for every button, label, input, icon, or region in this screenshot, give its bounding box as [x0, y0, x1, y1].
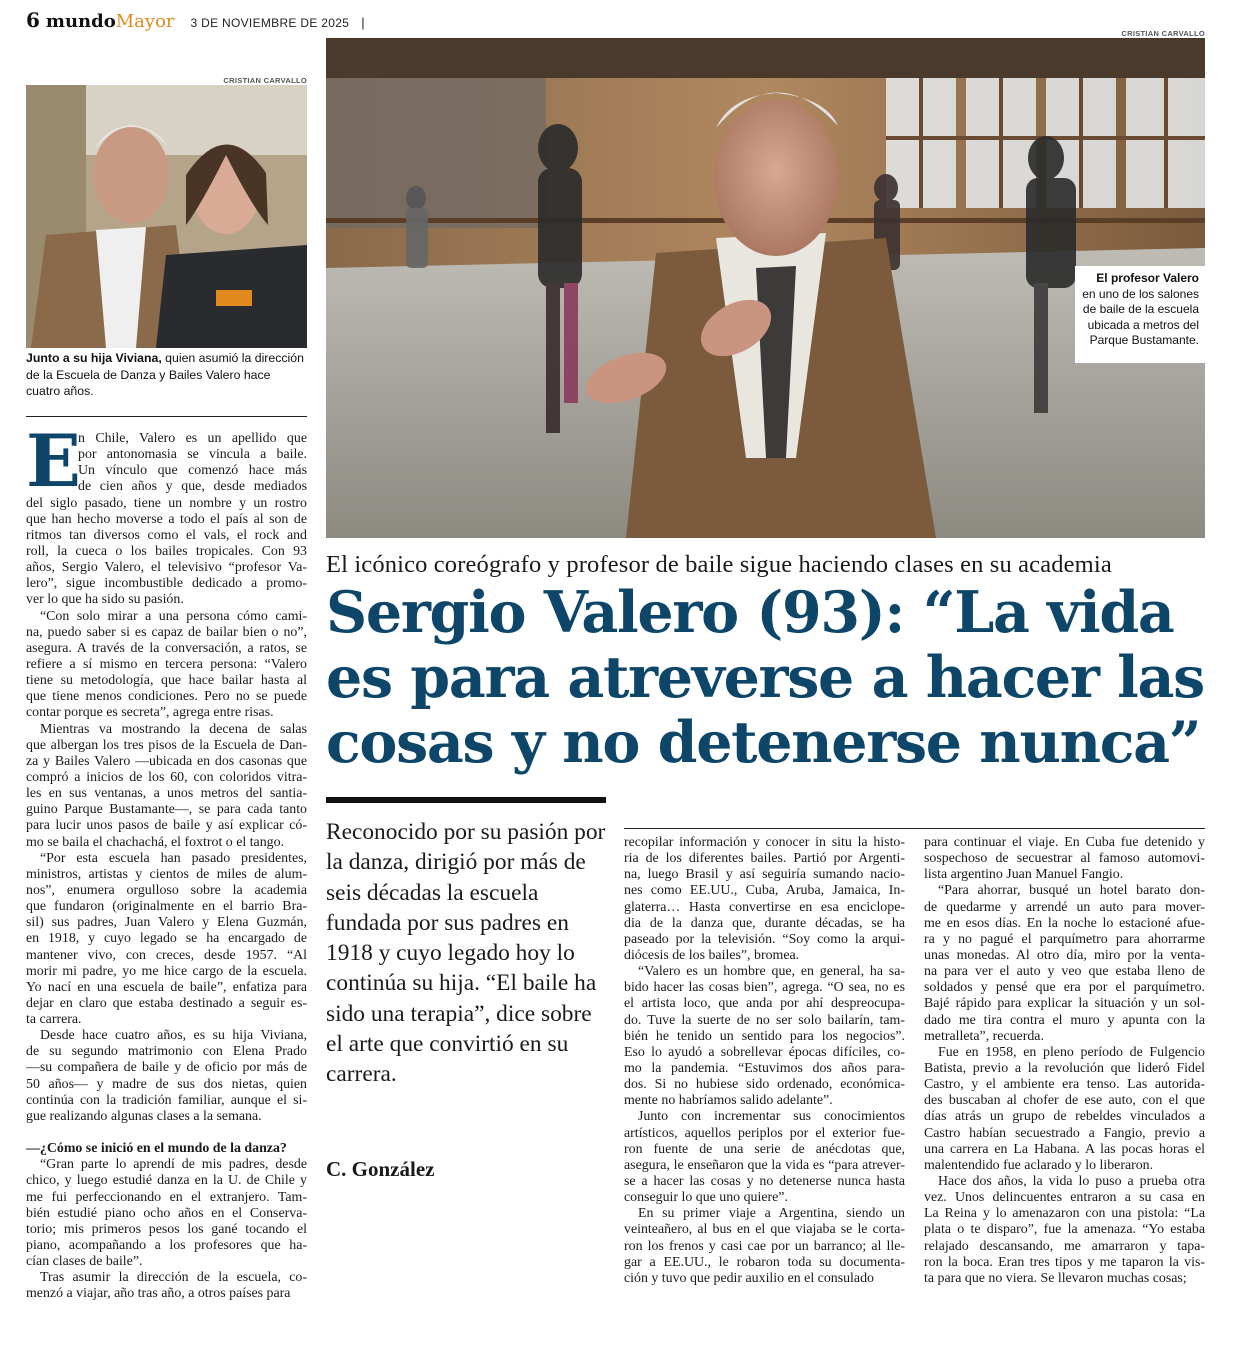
article-line: por antonomasia se vincula a baile. [78, 447, 307, 463]
article-line: des buscaban al chofer de ese auto, con el que [924, 1093, 1205, 1109]
article-line: nes como EE.UU., Cuba, Aruba, Jamaica, In- [624, 883, 905, 899]
article-line: dia de la danza que, durante décadas, se ha [624, 915, 905, 931]
article-line: sil) sus padres, Juan Valero y Elena Guzmán, [26, 915, 307, 931]
article-line: do. Tuve la suerte de no ser solo bailarín, tam- [624, 1012, 905, 1028]
article-line: Mientras va mostrando la decena de salas [40, 721, 307, 737]
article-line: asegura, le enseñaron que la vida es “para atrever- [624, 1157, 905, 1173]
article-line: en 1918, y cuyo legado se ha encargado de [26, 931, 307, 947]
headline-line: cosas y no detenerse nunca” [326, 709, 1201, 776]
article-line: ritmos tan diversos como el vals, el rock and [26, 527, 307, 543]
article-line: continúa con la tradición familiar, aunque el si- [26, 1092, 307, 1108]
article-line: del siglo pasado, tiene un nombre y un rostro [26, 495, 307, 511]
article-line: refiere a sí mismo en tercera persona: “Valero [26, 656, 307, 672]
article-line: ron la boca. Eran tres tipos y me taparon la vis- [924, 1254, 1205, 1270]
article-line: torio; mis primeros pesos los gané tocando el [26, 1221, 307, 1237]
article-line: bién estudié piano ocho años en el Conserva- [26, 1205, 307, 1221]
article-line: años, Sergio Valero, el televisivo “profesor Va- [26, 560, 307, 576]
article-line: plata o te disparo”, fue la amenaza. “Yo estaba [924, 1222, 1205, 1238]
article-line: soldados y pensé que era por el parquímetro. [924, 980, 1205, 996]
article-line: Yo nací en una escuela de baile”, enfatiza para [26, 979, 307, 995]
article-line: Desde hace cuatro años, es su hija Viviana, [40, 1028, 307, 1044]
article-line: “Con solo mirar a una persona cómo cami- [40, 608, 307, 624]
article-line: me en esos días. En la noche lo estacioné afue- [924, 915, 1205, 931]
article-line: asegura. A través de la conversación, a ratos, se [26, 640, 307, 656]
article-line: ver lo que ha sido su pasión. [26, 592, 184, 608]
headline [326, 580, 1206, 775]
article-line: ra y no pagué el parquímetro para ahorrarme [924, 931, 1205, 947]
article-line: guino Parque Bustamante—, se para cada tanto [26, 802, 307, 818]
article-line: menzó a viajar, año tras año, a otros países para [26, 1286, 291, 1302]
article-line: ron fuente de una serie de anécdotas que, [624, 1141, 905, 1157]
article-line: “Valero es un hombre que, en general, ha sa- [638, 964, 905, 980]
article-line: nos”, enumera orgulloso sobre la academia [26, 882, 307, 898]
article-line: de cien años y que, desde mediados [78, 479, 307, 495]
deck: Reconocido por su pasión por la danza, dirigió por más de seis décadas la escuela fundada por sus padres en 1918 y cuyo legado hoy lo continúa su hija. “El baile ha sido una terapia”, dice sobre el arte que convirtió en su carrera. [326, 819, 606, 1088]
kicker: El icónico coreógrafo y profesor de baile sigue haciendo clases en su academia [326, 551, 1112, 578]
main-caption-line: en uno de los salones [1082, 286, 1199, 301]
main-caption-line: Parque Bustamante. [1089, 333, 1199, 347]
article-line: que fundaron (originalmente en el barrio Bra- [26, 899, 307, 915]
article-line: sospechoso de secuestrar al famoso automovi- [924, 851, 1205, 867]
side-caption-title: Junto a su hija Viviana, [26, 351, 162, 365]
article-line: unas monedas. Al otro día, miro por la venta- [924, 947, 1205, 963]
page-number: 6 [26, 8, 40, 32]
article-line: relajado descansando, me amarraron y tapa- [924, 1238, 1205, 1254]
article-line: que han hecho moverse a todo el país al son de [26, 511, 307, 527]
article-line: Junto con incrementar sus conocimientos [638, 1109, 905, 1125]
article-line: de su segundo matrimonio con Elena Prado [26, 1044, 307, 1060]
article-line: “Para ahorrar, busqué un hotel barato don- [938, 883, 1205, 899]
article-line: ministros, artistas y cientos de miles de alum- [26, 866, 307, 882]
main-caption-line: ubicada a metros del [1087, 317, 1199, 332]
article-line: La Reina y lo amenazaron con una pistola: “La [924, 1206, 1205, 1222]
page-header [26, 8, 365, 30]
main-photo-caption [1075, 266, 1205, 363]
article-line: ta carrera. [26, 1012, 82, 1028]
article-line: tiene su metodología, que hace bailar hasta al [26, 673, 307, 689]
article-line: Castro habían secuestrado a Fangio, previo a [924, 1125, 1205, 1141]
article-line: días atrás un grupo de rebeldes vinculados a [924, 1109, 1205, 1125]
article-line: mo se baila el chachachá, el foxtrot o el tango. [26, 834, 285, 850]
article-line: dejar en claro que estaba destinado a seguir es- [26, 995, 307, 1011]
article-line: Castro, y el ambiente era tenso. Las autorida- [924, 1077, 1205, 1093]
byline: C. González [326, 1157, 435, 1181]
article-line: lero”, sigue incombustible dedicado a promo- [26, 576, 307, 592]
article-line [26, 1125, 307, 1141]
article-line: les en sus ventanas, a unos metros del santia- [26, 786, 307, 802]
article-line: Hace dos años, la vida lo puso a prueba otra [938, 1173, 1205, 1189]
side-photo [26, 85, 307, 348]
article-line: n Chile, Valero es un apellido que [78, 431, 307, 446]
article-line: que tiene menos condiciones. Pero no se puede [26, 689, 307, 705]
header-separator: | [361, 15, 365, 30]
article-line: mantener vivo, con creces, desde 1957. “Al [26, 947, 307, 963]
article-line: dado me tira contra el muro y apunta con la [924, 1012, 1205, 1028]
article-line: gue realizando algunas clases a la semana. [26, 1108, 262, 1124]
article-line: para continuar el viaje. En Cuba fue detenido y [924, 835, 1205, 850]
article-line: para lucir unos pasos de baile y así explicar có- [26, 818, 307, 834]
article-line: roll, la cueca o los bailes tropicales. Con 93 [26, 543, 307, 559]
article-line: Bajé rápido para explicar la situación y un sol- [924, 996, 1205, 1012]
article-column-4 [924, 835, 1205, 1287]
column-rule [624, 828, 1205, 829]
article-line: Batista, previo a la revolución que lideró Fidel [924, 1060, 1205, 1076]
article-line: ria de los diferentes bailes. Partió por Argenti- [624, 851, 905, 867]
article-line: ta para que no viera. Se llevaron muchas cosas; [924, 1270, 1187, 1286]
article-line: vez. Unos delincuentes entraron a su casa en [924, 1190, 1205, 1206]
column-rule [26, 416, 307, 417]
article-line: En su primer viaje a Argentina, siendo un [638, 1206, 905, 1222]
article-line: Tras asumir la dirección de la escuela, co- [40, 1270, 307, 1286]
article-line: metralleta”, recuerda. [924, 1028, 1044, 1044]
article-line: “Por esta escuela han pasado presidentes, [40, 850, 307, 866]
main-caption-line: de baile de la escuela [1082, 302, 1199, 316]
article-line: el artista loco, que anda por ahí despreocupa- [624, 996, 905, 1012]
article-line: contar porque es secreta”, agrega entre risas. [26, 705, 274, 721]
article-line: 50 años— y madre de sus dos nietas, quien [26, 1076, 307, 1092]
deck-rule [326, 797, 606, 803]
dropcap: E [26, 418, 81, 503]
article-line: —su compañera de baile y de oficio por más de [26, 1060, 307, 1076]
article-column-1 [26, 418, 307, 1303]
article-line: “Gran parte lo aprendí de mis padres, desde [40, 1157, 307, 1173]
article-line: morir mi padre, yo me hice cargo de la escuela. [26, 963, 307, 979]
article-column-3 [624, 835, 905, 1287]
article-line: cían clases de baile”. [26, 1254, 143, 1270]
side-photo-credit: CRISTIAN CARVALLO [223, 76, 307, 85]
article-line: ron los frenos y casi cae por un barranco; al lle- [624, 1238, 905, 1254]
side-caption-text: quien asumió la dirección de la Escuela de Danza y Bailes Valero hace cuatro años. [26, 351, 304, 398]
main-photo-credit: CRISTIAN CARVALLO [1121, 29, 1205, 38]
article-line: gar a EE.UU., le robaron toda su documenta- [624, 1254, 905, 1270]
article-line: chico, y luego estudié danza en la U. de Chile y [26, 1173, 307, 1189]
article-line: na para ver el auto y veo que estaba lleno de [924, 964, 1205, 980]
article-line: Un vínculo que comenzó hace más [78, 463, 307, 479]
article-line: conseguir lo que uno quiere”. [624, 1190, 788, 1206]
article-line: paseado por la televisión. “Soy como la arqui- [624, 931, 905, 947]
article-line: diócesis de los bailes”, bromea. [624, 947, 800, 963]
article-line: mo la pandemia. “Estuvimos dos años para- [624, 1060, 905, 1076]
article-line: que albergan los tres pisos de la Escuela de Dan- [26, 737, 307, 753]
article-line: Fue en 1958, en pleno período de Fulgencio [938, 1044, 1205, 1060]
article-line: una carrera en La Habana. A las pocas horas el [924, 1141, 1205, 1157]
article-line: se a hacer las cosas y no detenerse nunca hasta [624, 1173, 905, 1189]
section-brand: mundo [45, 11, 116, 32]
article-line: Eso lo ayudó a sobrellevar épocas difíciles, co- [624, 1044, 905, 1060]
article-line: lista argentino Juan Manuel Fangio. [924, 867, 1124, 883]
article-line: malentendido fue aclarado y lo liberaron. [924, 1157, 1154, 1173]
article-line: mente no habríamos salido adelante”. [624, 1093, 833, 1109]
article-line: glaterra… Hasta convertirse en esa enciclope- [624, 899, 905, 915]
section-brand-accent: Mayor [115, 11, 175, 32]
article-line: piano, acompañando a los profesores que ha- [26, 1238, 307, 1254]
article-line: ción y tuvo que pedir auxilio en el consulado [624, 1270, 874, 1286]
article-line: na, puedo saber si es capaz de bailar bien o no”, [26, 624, 307, 640]
article-line: artísticos, aquellos periplos por el exterior fue- [624, 1125, 905, 1141]
article-line: dos. Si no hubiese sido ordenado, económica- [624, 1077, 905, 1093]
article-line: na, luego Brasil y así seguiría sumando nacio- [624, 867, 905, 883]
main-photo [326, 38, 1205, 538]
headline-line: Sergio Valero (93): “La vida [326, 579, 1174, 646]
article-line: za y Bailes Valero —ubicada en dos casonas que [26, 753, 307, 769]
article-line: —¿Cómo se inició en el mundo de la danza? [26, 1141, 287, 1157]
main-caption-title: El profesor Valero [1096, 271, 1199, 285]
issue-date: 3 DE NOVIEMBRE DE 2025 [190, 16, 350, 30]
article-line: de quedarme y arrendé un auto para mover- [924, 899, 1205, 915]
article-line: bién he tenido un sentido para los negocios”. [624, 1028, 905, 1044]
article-line: bido hacer las cosas bien”, agrega. “O sea, no es [624, 980, 905, 996]
article-line: recopilar información y conocer in situ la histo- [624, 835, 905, 850]
article-line: compró a inicios de los 60, con coloridos vitra- [26, 769, 307, 785]
article-line: veinteañero, al bus en el que viajaba se le corta- [624, 1222, 905, 1238]
headline-line: es para atreverse a hacer las [326, 644, 1204, 711]
side-photo-caption [26, 350, 307, 400]
article-line: me fui perfeccionando en el extranjero. Tam- [26, 1189, 307, 1205]
